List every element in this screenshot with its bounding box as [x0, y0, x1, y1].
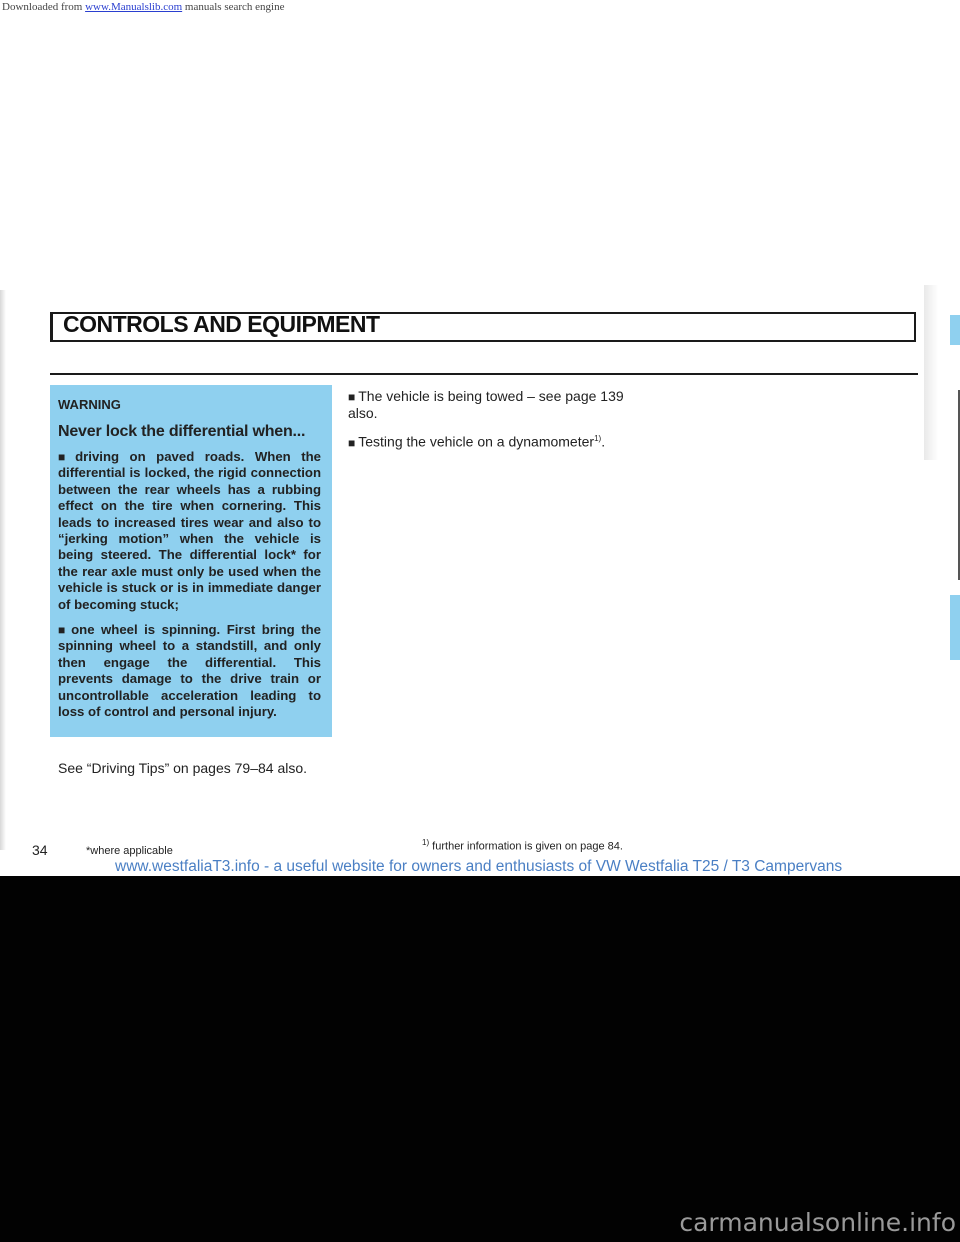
next-page-edge: [924, 285, 960, 460]
warning-heading: Never lock the differential when...: [58, 423, 306, 440]
warning-label: WARNING: [58, 397, 121, 412]
next-page-warning-box-edge: [950, 595, 960, 660]
footnote-text: further information is given on page 84.: [429, 840, 623, 853]
download-banner: [0, 0, 960, 14]
warning-bullet-text: one wheel is spinning. First bring the spinning wheel to a standstill, and only then engage the differential. This prevents damage to the drive train or uncontrollable acceleration leading to loss of control and personal injury.: [58, 622, 322, 720]
footnote-number: 1): [422, 838, 430, 847]
section-title: CONTROLS AND EQUIPMENT: [63, 311, 380, 337]
warning-bullet-text: driving on paved roads. When the differential is locked, the rigid connection between the rear wheels has a rubbing effect on the tire when cornering. This leads to increased tires wear and also to “jerking motion” when the vehicle is being steered. The differential lock* for the rear axle must only be used when the vehicle is stuck or is in immediate danger of becoming stuck;: [58, 449, 322, 612]
footnote-marker: 1): [594, 434, 602, 443]
black-square-icon: ■: [58, 450, 73, 464]
banner-suffix: manuals search engine: [182, 1, 285, 13]
list-item-text: The vehicle is being towed – see page 139 also.: [348, 388, 624, 421]
black-square-icon: ■: [58, 623, 69, 638]
page-left-shadow: [0, 290, 6, 850]
warning-bullet-wheel-spinning: [58, 622, 321, 720]
black-square-icon: ■: [348, 435, 356, 450]
watermark: carmanualsonline.info: [679, 1208, 956, 1237]
next-page-title-box-edge: [950, 315, 960, 345]
warning-box: [50, 385, 332, 737]
dark-scan-border: [0, 876, 960, 1242]
list-item-text: Testing the vehicle on a dynamometer: [358, 433, 595, 450]
header-divider: [50, 373, 918, 375]
list-item-dynamometer: [348, 431, 628, 451]
section-title-box: [50, 312, 916, 342]
list-item-end: .: [601, 433, 606, 450]
warning-bullet-paved-roads: [58, 449, 321, 613]
see-driving-tips: See “Driving Tips” on pages 79–84 also.: [58, 760, 308, 776]
right-column: [348, 388, 628, 461]
footnote-where-applicable: *where applicable: [86, 845, 173, 857]
footnote-further-info: [422, 838, 623, 853]
westfalia-site-line: www.westfaliaT3.info - a useful website for owners and enthusiasts of VW Westfalia T25 / T3 Campervans: [115, 858, 843, 875]
page-number: 34: [32, 842, 48, 858]
black-square-icon: ■: [348, 390, 356, 404]
banner-prefix: Downloaded from: [2, 1, 86, 13]
list-item-towed: [348, 388, 628, 421]
manualslib-link[interactable]: www.Manualslib.com: [85, 1, 183, 13]
